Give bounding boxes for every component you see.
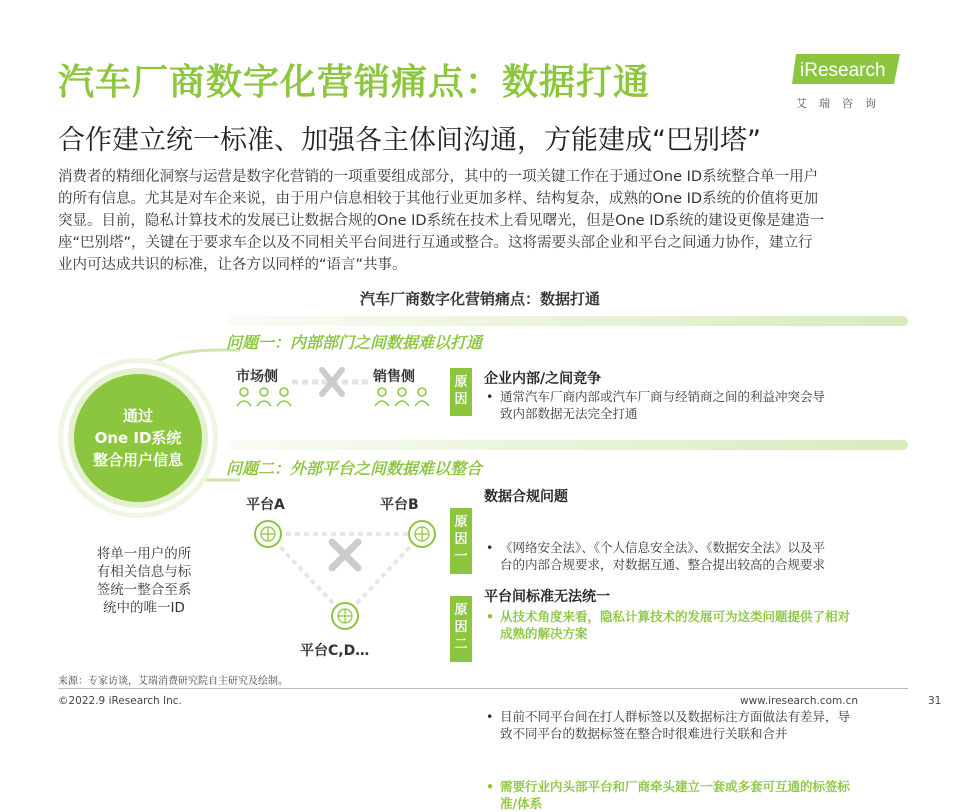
- footer-divider: [58, 688, 908, 689]
- middle-band: [228, 440, 908, 450]
- left-note-line: 统中的唯一ID: [103, 600, 185, 616]
- problem1-heading: 问题一：内部部门之间数据难以打通: [226, 333, 483, 352]
- reason-tag: [450, 368, 472, 416]
- reason-tag-char: 一: [454, 549, 468, 564]
- intro-line: 消费者的精细化洞察与运营是数字化营销的一项重要组成部分，其中的一项关键工作在于通过One ID系统整合单一用户: [58, 169, 819, 185]
- platform-cd-label: 平台C,D…: [300, 643, 370, 659]
- intro-line: 座“巴别塔”，关键在于要求车企以及不同相关平台间进行互通或整合。这将需要头部企业和平台之间通力协作，建立行: [58, 235, 813, 251]
- globe-icon: [332, 603, 358, 629]
- left-note-line: 签统一整合至系: [96, 582, 192, 598]
- problem2-heading: 问题二：外部平台之间数据难以整合: [226, 459, 483, 478]
- center-line3: 整合用户信息: [92, 451, 183, 469]
- people-group-icon: [234, 382, 294, 410]
- reason-title: 平台间标准无法统一: [484, 589, 610, 605]
- reason-bullet: [484, 388, 904, 422]
- bullet-line: 台的内部合规要求，对数据互通、整合提出较高的合规要求: [500, 557, 826, 572]
- bullet-line: 准/体系: [500, 796, 543, 811]
- intro-line: 业内可达成共识的标准，让各方以同样的“语言”共事。: [58, 257, 407, 273]
- bullet-line: • 需要行业内头部平台和厂商牵头建立一套或多套可互通的标签标: [500, 779, 851, 794]
- center-circle: [68, 368, 208, 508]
- iresearch-logo: [792, 52, 902, 80]
- reason-tag-char: 因: [454, 532, 468, 547]
- platform-b-label: 平台B: [380, 497, 419, 513]
- bullet-line: • 目前不同平台间在打人群标签以及数据标注方面做法有差异，导: [500, 709, 851, 724]
- globe-icon: [255, 521, 281, 547]
- reason-tag-char: 原: [454, 375, 468, 390]
- reason-bullet: [484, 708, 904, 742]
- reason-tag-char: 原: [454, 603, 468, 618]
- reason-bullet-highlight: [484, 608, 904, 642]
- sales-side-label: 销售侧: [373, 369, 415, 385]
- reason-tag-char: 二: [454, 637, 468, 652]
- source-note: 来源：专家访谈，艾瑞消费研究院自主研究及绘制。: [58, 676, 288, 687]
- left-note: [84, 545, 204, 617]
- page-title: 汽车厂商数字化营销痛点：数据打通: [58, 62, 651, 103]
- reason-tag: [450, 596, 472, 662]
- bullet-line: • 从技术角度来看，隐私计算技术的发展可为这类问题提供了相对: [500, 609, 851, 624]
- bullet-line: 成熟的解决方案: [500, 626, 588, 641]
- bullet-line: 致内部数据无法完全打通: [500, 406, 638, 421]
- website-url: www.iresearch.com.cn: [740, 695, 859, 707]
- logo-text: iResearch: [800, 60, 886, 81]
- reason-tag: [450, 508, 472, 574]
- reason-bullet-highlight: [484, 778, 904, 812]
- intro-line: 突显。目前，隐私计算技术的发展已让数据合规的One ID系统在技术上看见曙光，但是One ID系统的建设更像是建造一: [58, 213, 825, 229]
- logo-chinese: 艾瑞咨询: [796, 97, 888, 110]
- bullet-line: 致不同平台的数据标签在整合时很难进行关联和合并: [500, 726, 788, 741]
- reason-title: 数据合规问题: [484, 489, 568, 505]
- top-band: [228, 316, 908, 326]
- intro-line: 的所有信息。尤其是对车企来说，由于用户信息相较于其他行业更加多样、结构复杂，成熟的One ID系统的价值将更加: [58, 191, 819, 207]
- globe-icon: [409, 521, 435, 547]
- intro-paragraph: [58, 166, 908, 276]
- left-note-line: 将单一用户的所: [96, 546, 192, 562]
- platform-network: [250, 516, 440, 636]
- page-subtitle: 合作建立统一标准、加强各主体间沟通，方能建成“巴别塔”: [58, 125, 761, 156]
- reason-title: 企业内部/之间竞争: [484, 371, 602, 387]
- center-line2: One ID系统: [94, 429, 182, 447]
- reason-tag-char: 因: [454, 392, 468, 407]
- platform-a-label: 平台A: [246, 497, 285, 513]
- bullet-line: • 通常汽车厂商内部或汽车厂商与经销商之间的利益冲突会导: [500, 389, 826, 404]
- left-note-line: 有相关信息与标: [96, 564, 192, 580]
- blocked-cross-icon: [292, 364, 372, 400]
- reason-tag-char: 因: [454, 620, 468, 635]
- diagram-title: 汽车厂商数字化营销痛点：数据打通: [359, 290, 600, 308]
- page-number: 31: [928, 695, 942, 707]
- copyright: ©2022.9 iResearch Inc.: [58, 695, 182, 707]
- market-side-label: 市场侧: [236, 369, 278, 385]
- people-group-icon: [372, 382, 432, 410]
- reason-bullet: [484, 539, 904, 573]
- bullet-line: • 《网络安全法》、《个人信息安全法》、《数据安全法》以及平: [500, 540, 826, 555]
- reason-tag-char: 原: [454, 515, 468, 530]
- center-line1: 通过: [122, 407, 153, 425]
